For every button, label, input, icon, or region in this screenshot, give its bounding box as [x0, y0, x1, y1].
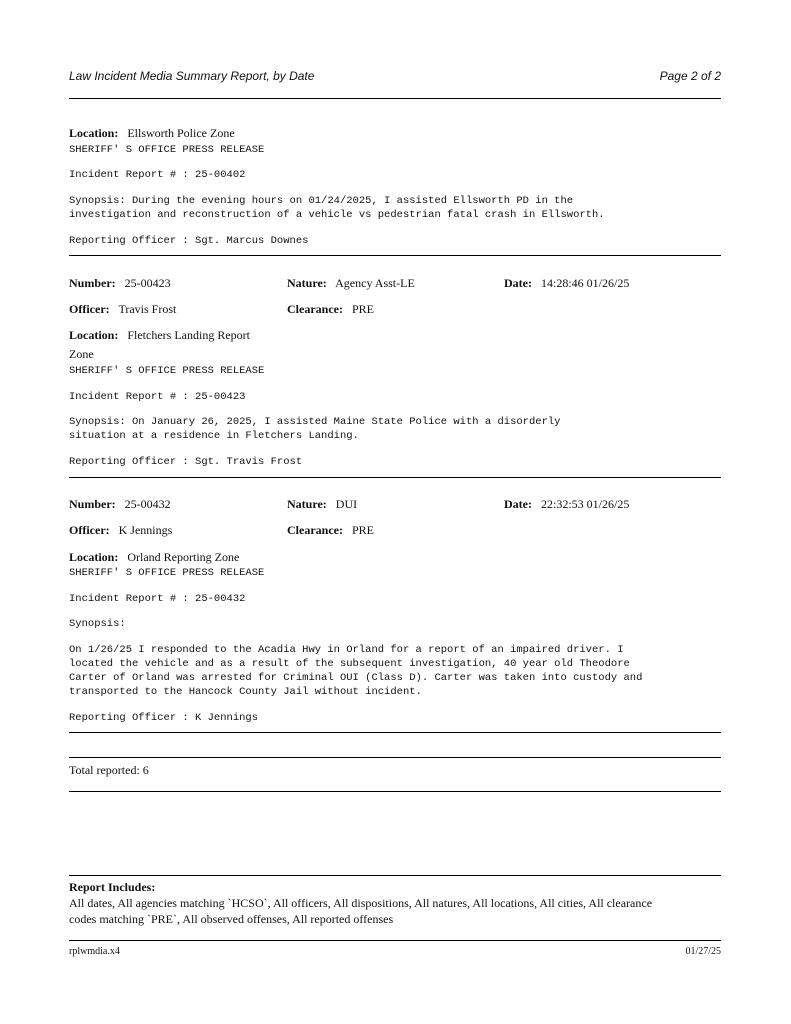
- location-label: Location:: [69, 126, 119, 140]
- entry1-report: Incident Report # : 25-00402: [69, 169, 246, 181]
- includes-line-2: codes matching `PRE`, All observed offenses, All reported offenses: [69, 912, 394, 926]
- entry3-clearance: [287, 523, 374, 538]
- officer-value: Travis Frost: [118, 302, 177, 316]
- entry2-number: [69, 276, 171, 291]
- entry1-synopsis-1: Synopsis: During the evening hours on 01/24/2025, I assisted Ellsworth PD in the: [69, 195, 574, 207]
- header-divider: [69, 98, 721, 99]
- entry2-synopsis-1: Synopsis: On January 26, 2025, I assisted Maine State Police with a disorderly: [69, 416, 561, 428]
- entry-divider: [69, 477, 721, 478]
- location-label: Location:: [69, 550, 119, 564]
- entry2-date: [504, 276, 629, 291]
- footer-report-id: rplwmdia.x4: [69, 946, 120, 957]
- entry2-location-cont: Zone: [69, 347, 94, 361]
- report-title: Law Incident Media Summary Report, by Date: [69, 69, 315, 83]
- entry2-report: Incident Report # : 25-00423: [69, 391, 246, 403]
- location-value: Orland Reporting Zone: [127, 550, 240, 564]
- entry3-synopsis-4: transported to the Hancock County Jail without incident.: [69, 686, 422, 698]
- page-number: Page 2 of 2: [659, 69, 721, 83]
- entry1-reporting-officer: Reporting Officer : Sgt. Marcus Downes: [69, 235, 309, 247]
- entry3-location: [69, 550, 239, 565]
- entry2-nature: [287, 276, 415, 291]
- location-value: Fletchers Landing Report: [127, 328, 250, 342]
- date-label: Date:: [504, 276, 532, 290]
- entry3-synopsis-1: On 1/26/25 I responded to the Acadia Hwy in Orland for a report of an impaired driver. I: [69, 644, 624, 656]
- includes-heading: Report Includes:: [69, 880, 156, 894]
- entry-divider: [69, 255, 721, 256]
- entry-divider: [69, 732, 721, 733]
- number-label: Number:: [69, 276, 116, 290]
- number-value: 25-00423: [124, 276, 171, 290]
- nature-label: Nature:: [287, 497, 327, 511]
- number-label: Number:: [69, 497, 116, 511]
- officer-value: K Jennings: [118, 523, 173, 537]
- clearance-value: PRE: [351, 523, 374, 537]
- location-label: Location:: [69, 328, 119, 342]
- entry3-number: [69, 497, 171, 512]
- clearance-value: PRE: [351, 302, 374, 316]
- entry2-synopsis-2: situation at a residence in Fletchers Landing.: [69, 430, 359, 442]
- officer-label: Officer:: [69, 523, 110, 537]
- nature-label: Nature:: [287, 276, 327, 290]
- entry2-clearance: [287, 302, 374, 317]
- entry2-officer: [69, 302, 176, 317]
- officer-label: Officer:: [69, 302, 110, 316]
- location-value: Ellsworth Police Zone: [127, 126, 235, 140]
- date-value: 14:28:46 01/26/25: [540, 276, 630, 290]
- includes-line-1: All dates, All agencies matching `HCSO`, All officers, All dispositions, All natures, All locations, All cities, All clearance: [69, 896, 653, 910]
- nature-value: DUI: [335, 497, 358, 511]
- number-value: 25-00432: [124, 497, 171, 511]
- entry3-synopsis-3: Carter of Orland was arrested for Criminal OUI (Class D). Carter was taken into custody and: [69, 672, 643, 684]
- total-reported: Total reported: 6: [69, 763, 149, 777]
- entry3-synopsis-label: Synopsis:: [69, 618, 126, 630]
- total-divider-top: [69, 757, 721, 758]
- clearance-label: Clearance:: [287, 302, 343, 316]
- entry1-press: SHERIFF' S OFFICE PRESS RELEASE: [69, 144, 265, 156]
- entry3-reporting-officer: Reporting Officer : K Jennings: [69, 712, 259, 724]
- entry3-report: Incident Report # : 25-00432: [69, 593, 246, 605]
- entry2-location: [69, 328, 250, 343]
- footer-date: 01/27/25: [685, 946, 721, 957]
- entry3-synopsis-2: located the vehicle and as a result of the subsequent investigation, 40 year old Theodore: [69, 658, 630, 670]
- clearance-label: Clearance:: [287, 523, 343, 537]
- date-label: Date:: [504, 497, 532, 511]
- total-divider-bottom: [69, 791, 721, 792]
- entry3-press: SHERIFF' S OFFICE PRESS RELEASE: [69, 567, 265, 579]
- entry3-nature: [287, 497, 357, 512]
- footer-divider: [69, 940, 721, 941]
- entry3-date: [504, 497, 629, 512]
- includes-divider: [69, 875, 721, 876]
- date-value: 22:32:53 01/26/25: [540, 497, 630, 511]
- entry2-press: SHERIFF' S OFFICE PRESS RELEASE: [69, 365, 265, 377]
- entry3-officer: [69, 523, 172, 538]
- nature-value: Agency Asst-LE: [335, 276, 415, 290]
- entry1-location: [69, 126, 235, 141]
- entry1-synopsis-2: investigation and reconstruction of a vehicle vs pedestrian fatal crash in Ellsworth.: [69, 209, 605, 221]
- entry2-reporting-officer: Reporting Officer : Sgt. Travis Frost: [69, 456, 303, 468]
